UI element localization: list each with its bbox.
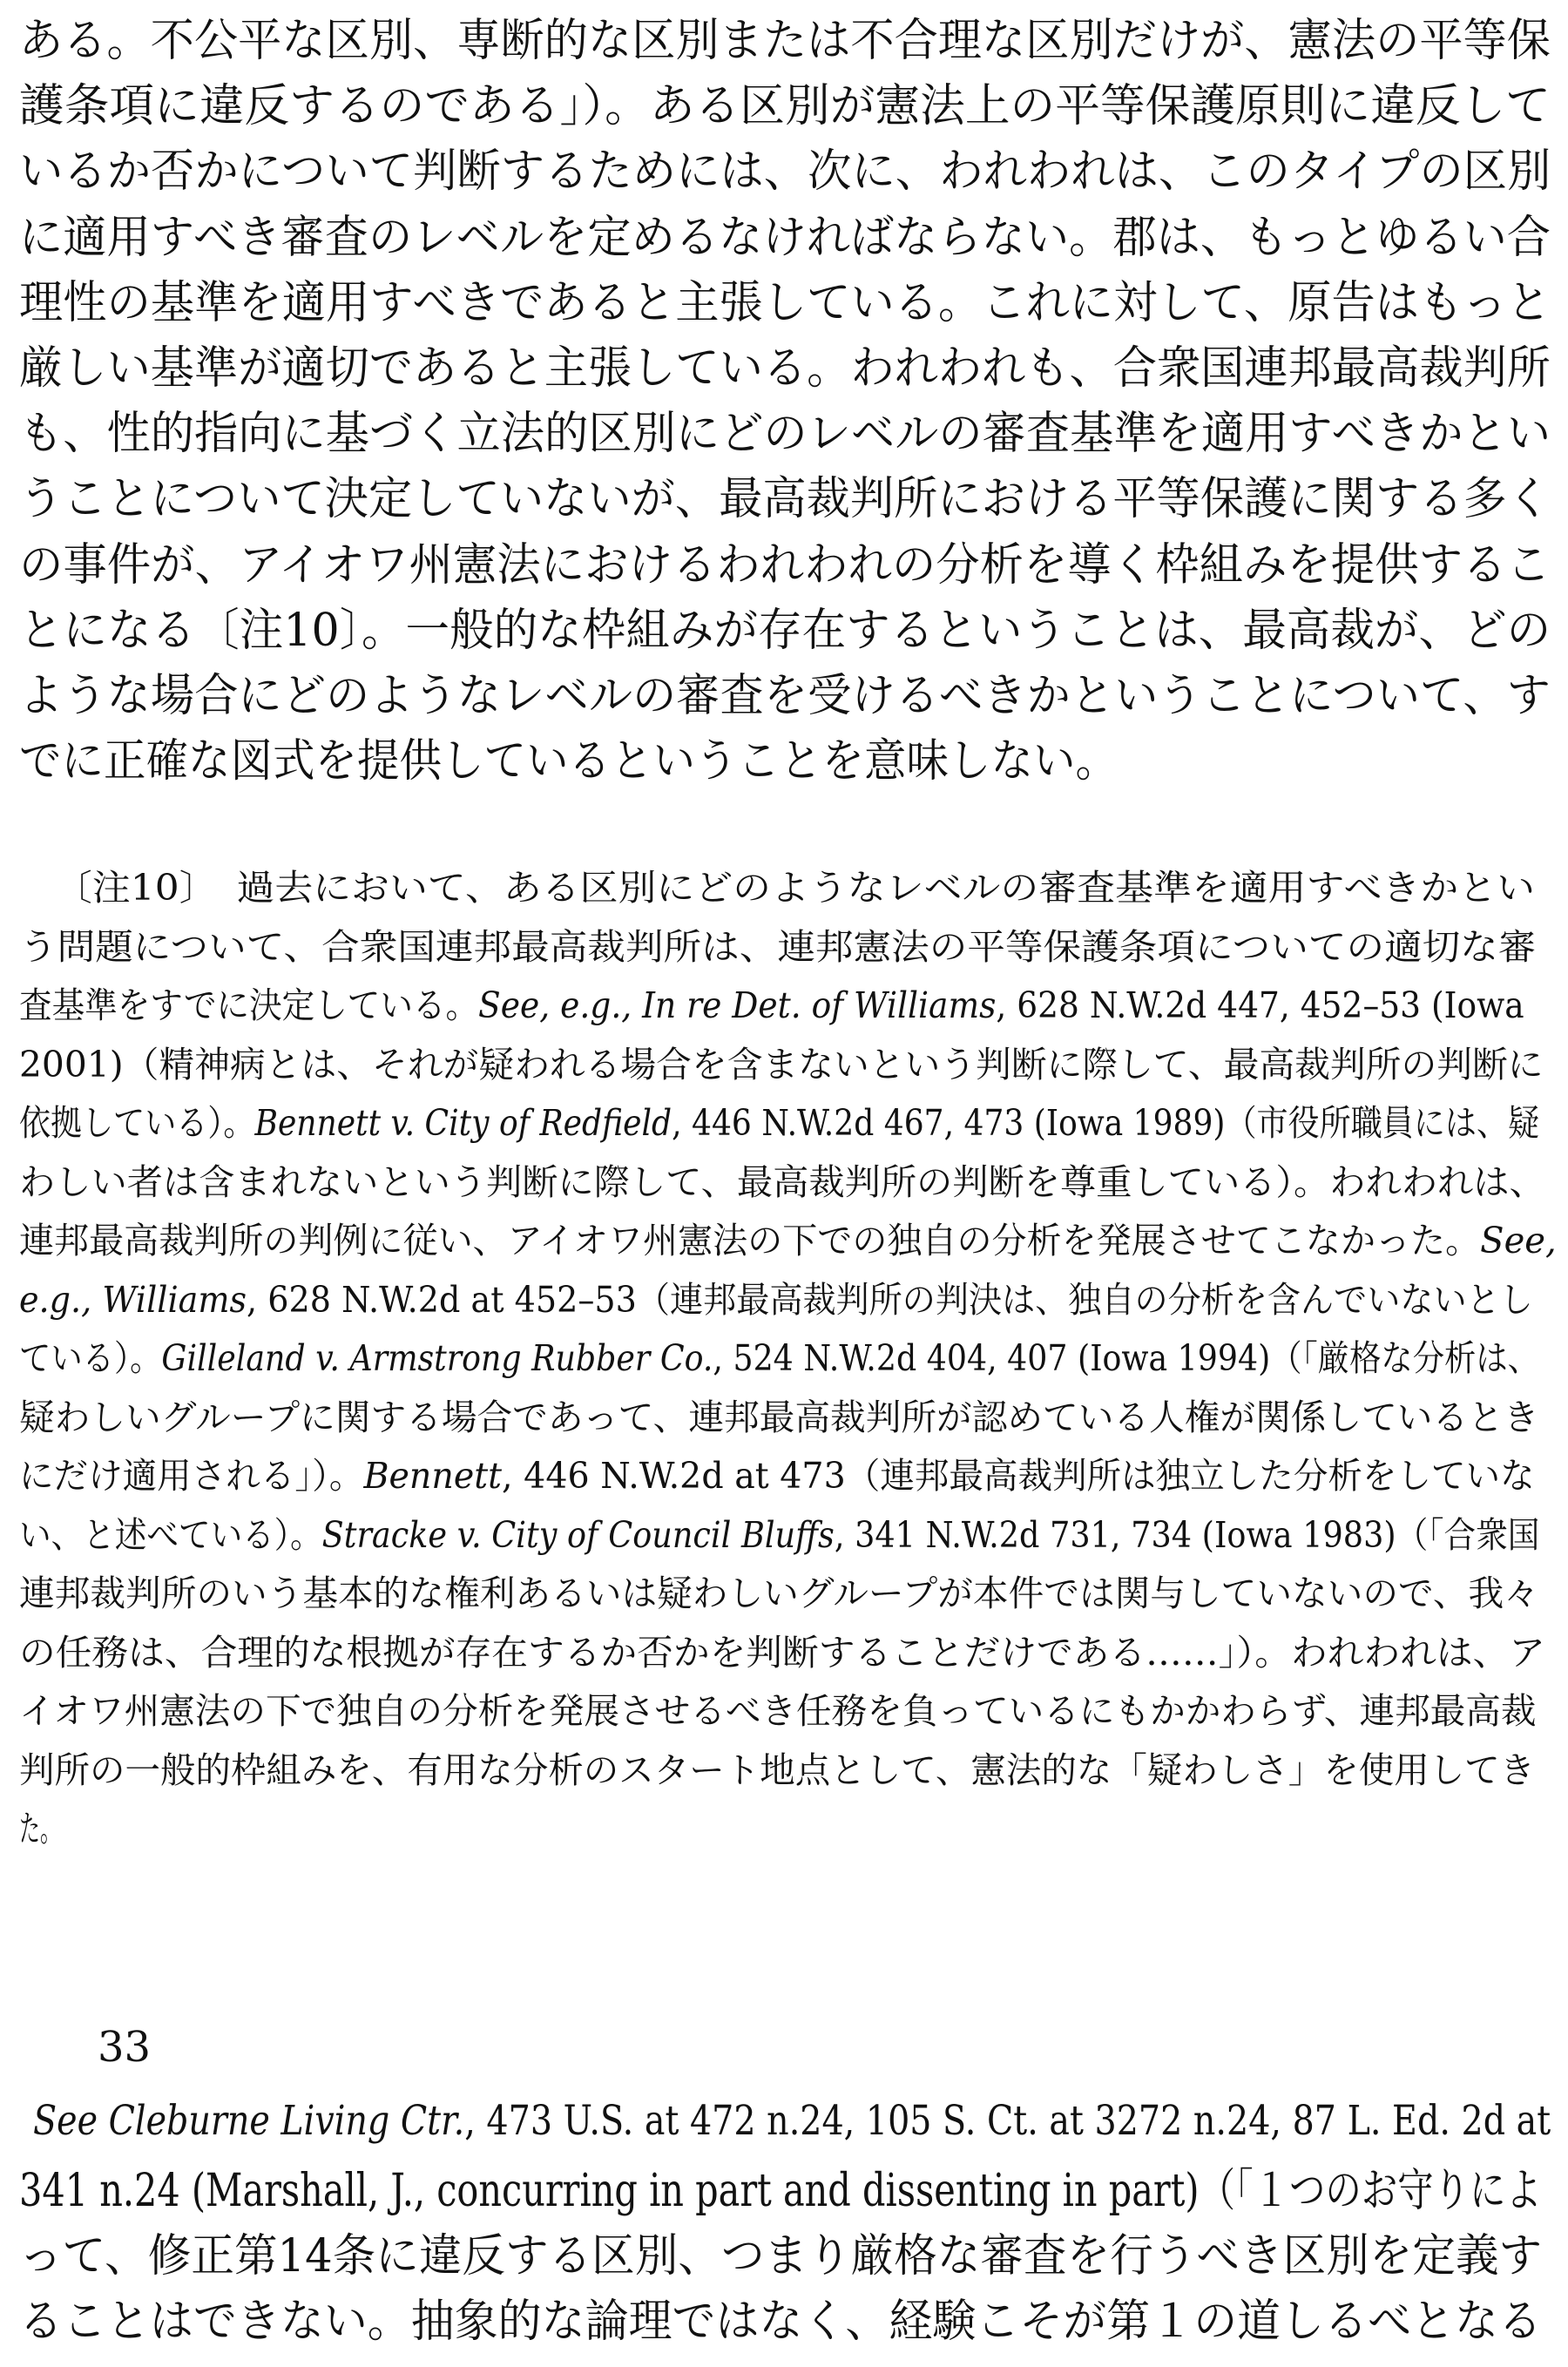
footnote-line (19, 1153, 1545, 1205)
text-segment: 査基準をすでに決定している。 (19, 984, 479, 1026)
main-text-line: うことについて決定していないが、最高裁判所における平等保護に関する多く (19, 473, 1551, 526)
text-segment: , 628 N.W.2d 447, 452–53 (Iowa (996, 984, 1524, 1026)
main-text-line: ある。不公平な区別、専断的な区別または不合理な区別だけが、憲法の平等保 (19, 15, 1551, 67)
footnote-line (19, 1741, 1535, 1793)
main-text-line: に適用すべき審査のレベルを定めるなければならない。郡は、もっとゆるい合 (19, 211, 1551, 264)
main-text-line: 厳しい基準が適切であると主張している。われわれも、合衆国連邦最高裁判所 (19, 342, 1551, 395)
footnote-line (19, 1094, 1539, 1146)
main-text-line: も、性的指向に基づく立法的区別にどのレベルの審査基準を適用すべきかとい (19, 408, 1551, 461)
text-segment: い、と述べている）。 (19, 1513, 322, 1556)
text-segment: , 341 N.W.2d 731, 734 (Iowa 1983)（「合衆国 (834, 1513, 1540, 1556)
text-segment: た。 (19, 1808, 61, 1850)
footnote-line (19, 1271, 1533, 1322)
text-segment: う問題について、合衆国連邦最高裁判所は、連邦憲法の平等保護条項についての適切な審 (19, 925, 1537, 968)
text-segment: 連邦裁判所のいう基本的な権利あるいは疑わしいグループが本件では関与していないので、我々 (19, 1572, 1539, 1614)
text-segment: ることはできない。抽象的な論理ではなく、経験こそが第１の道しるべとなる (19, 2296, 1542, 2348)
footnote-line (19, 1329, 1539, 1381)
text-segment: の任務は、合理的な根拠が存在するか否かを判断することだけである……」）。われわれは、ア (19, 1631, 1545, 1674)
footnote-line (19, 1682, 1537, 1734)
text-segment: , 473 U.S. at 472 n.24, 105 S. Ct. at 3272 n.24, 87 L. Ed. 2d at (464, 2097, 1551, 2145)
text-segment: 疑わしいグループに関する場合であって、連邦最高裁判所が認めている人権が関係しているとき (19, 1396, 1539, 1438)
text-segment: , 446 N.W.2d 467, 473 (Iowa 1989)（市役所職員には、疑 (672, 1102, 1540, 1144)
footnote-line (19, 918, 1537, 970)
case-citation: See Cleburne Living Ctr. (33, 2097, 465, 2145)
footnote-line (19, 1212, 1557, 1263)
closing-text-line (19, 2154, 1542, 2219)
case-citation: Gilleland v. Armstrong Rubber Co. (161, 1337, 713, 1379)
footnote-line (19, 977, 1524, 1028)
text-segment: 依拠している）。 (19, 1102, 255, 1144)
text-segment: イオワ州憲法の下で独自の分析を発展させるべき任務を負っているにもかかわらず、連邦最高裁 (19, 1690, 1537, 1732)
text-segment: 2001)（精神病とは、それが疑われる場合を含まないという判断に際して、最高裁判所の判断に (19, 1043, 1544, 1085)
case-citation: See, e.g., In re Det. of Williams (478, 984, 997, 1026)
footnote-line (19, 1036, 1544, 1087)
text-segment: 判所の一般的枠組みを、有用な分析のスタート地点として、憲法的な「疑わしさ」を使用してき (19, 1748, 1536, 1791)
text-segment: 341 n.24 (Marshall, J., concurring in part and dissenting in part)（「１つのお守りによ (19, 2165, 1542, 2217)
text-segment: 連邦最高裁判所の判例に従い、アイオワ州憲法の下での独自の分析を発展させてこなかった。 (19, 1220, 1481, 1261)
text-segment: にだけ適用される」）。 (19, 1455, 364, 1497)
text-segment: わしい者は含まれないという判断に際して、最高裁判所の判断を尊重している）。われわれは、 (19, 1160, 1545, 1203)
footnote-line (19, 1506, 1539, 1558)
text-segment: ている）。 (19, 1337, 162, 1379)
main-text-line: 理性の基準を適用すべきであると主張している。これに対して、原告はもっと (19, 276, 1551, 329)
text-segment: , 524 N.W.2d 404, 407 (Iowa 1994)（「厳格な分析は、 (713, 1337, 1539, 1379)
footnote-line (19, 1389, 1539, 1440)
citation-line (33, 2097, 1551, 2145)
case-citation: Bennett (363, 1455, 503, 1497)
text-segment: って、修正第14条に違反する区別、つまり厳格な審査を行うべき区別を定義す (19, 2230, 1543, 2282)
main-text-line: でに正確な図式を提供しているということを意味しない。 (19, 735, 1119, 788)
footnote-line (19, 1565, 1539, 1616)
main-text-line: とになる〔注10〕。一般的な枠組みが存在するということは、最高裁が、どの (19, 604, 1551, 657)
main-text-line: ような場合にどのようなレベルの審査を受けるべきかということについて、す (19, 670, 1551, 722)
text-segment: 〔注10〕 過去において、ある区別にどのようなレベルの審査基準を適用すべきかとい (54, 867, 1536, 909)
footnote-line (19, 1624, 1545, 1675)
closing-text-line (19, 2284, 1542, 2350)
footnote-line (54, 859, 1535, 910)
main-text-line: いるか否かについて判断するためには、次に、われわれは、このタイプの区別 (19, 145, 1551, 199)
closing-text-line (19, 2219, 1542, 2284)
main-text-line: 護条項に違反するのである」）。ある区別が憲法上の平等保護原則に違反して (19, 80, 1551, 133)
case-citation: See, (1480, 1220, 1557, 1261)
case-citation: Stracke v. City of Council Bluffs (321, 1513, 835, 1556)
section-number: 33 (98, 2023, 152, 2072)
footnote-line (19, 1447, 1535, 1498)
text-segment: , 446 N.W.2d at 473（連邦最高裁判所は独立した分析をしていな (502, 1455, 1535, 1497)
footnote-line (19, 1800, 61, 1851)
case-citation: e.g., Williams (19, 1278, 247, 1321)
text-segment: , 628 N.W.2d at 452–53（連邦最高裁判所の判決は、独自の分析を含んでいないとし (247, 1278, 1533, 1321)
case-citation: Bennett v. City of Redfield (254, 1102, 672, 1144)
main-text-line: の事件が、アイオワ州憲法におけるわれわれの分析を導く枠組みを提供するこ (19, 538, 1551, 592)
